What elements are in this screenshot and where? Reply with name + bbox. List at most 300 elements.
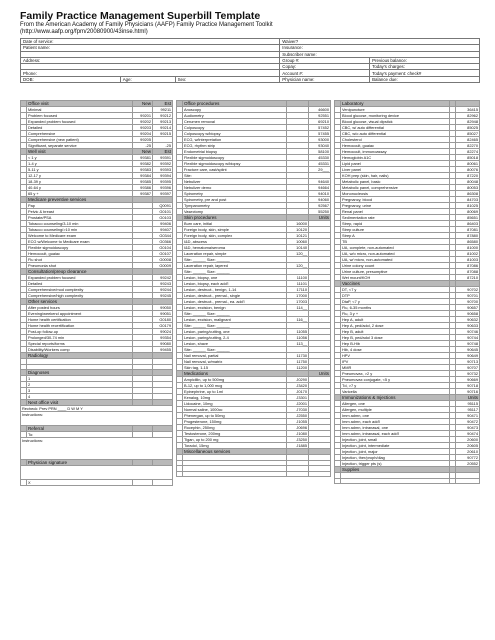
service-label: ECG, w/interpretation	[183, 137, 287, 143]
service-label: Injection, trigger pts (s)	[341, 461, 450, 467]
code-cell-b[interactable]: G0103	[153, 215, 173, 221]
code-cell-b[interactable]: G0008	[153, 257, 173, 263]
code-cell-a[interactable]: 11200	[287, 365, 309, 371]
service-label: Hemoccult, immunoassay	[341, 149, 450, 155]
code-cell-b[interactable]: 90732	[456, 371, 480, 377]
code-cell-b[interactable]: G0344	[153, 233, 173, 239]
code-cell-a[interactable]: 10121	[287, 233, 309, 239]
section-title: Radiology	[27, 353, 133, 359]
service-label: Nebulizer demo	[183, 185, 287, 191]
code-cell-b[interactable]: 99214	[153, 125, 173, 131]
code-cell-b[interactable]: G0180	[153, 317, 173, 323]
service-label: Td, >7 y	[341, 383, 450, 389]
code-cell-b[interactable]: 85027	[456, 131, 480, 137]
code-cell-b[interactable]: 80076	[456, 167, 480, 173]
code-cell-b[interactable]: 90472	[456, 419, 480, 425]
code-cell-b[interactable]: 90701	[456, 293, 480, 299]
page-subtitle: From the American Academy of Family Physicians (AAFP) Family Practice Management Toolkit	[20, 22, 273, 28]
service-label: Strep, rapid	[341, 221, 450, 227]
code-cell-b[interactable]: 99395	[153, 179, 173, 185]
code-cell-b[interactable]: 90772	[456, 455, 480, 461]
code-cell-a[interactable]: 10140	[287, 245, 309, 251]
sex-field[interactable]: Sex:	[175, 76, 280, 82]
service-label: Allergen, one	[341, 401, 450, 407]
code-cell-b[interactable]: 87081	[456, 227, 480, 233]
service-label: Disability/Workers comp	[27, 347, 133, 353]
subscriber-name-field[interactable]: Subscriber name:	[280, 51, 480, 57]
service-label: Imm admn, one	[341, 413, 450, 419]
code-cell-b[interactable]: 20600	[456, 437, 480, 443]
service-label: Renal panel	[341, 209, 450, 215]
code-cell-b[interactable]: 82465	[456, 137, 480, 143]
age-field[interactable]: Age:	[120, 76, 175, 82]
code-cell-b[interactable]: 46600	[309, 107, 331, 113]
code-cell-a[interactable]: 11100	[287, 275, 309, 281]
code-cell-b[interactable]: 99245	[153, 293, 173, 299]
code-cell-b[interactable]: 99242	[153, 275, 173, 281]
code-cell-b[interactable]: 81003	[456, 257, 480, 263]
code-cell-b[interactable]: 92551	[309, 113, 331, 119]
service-label: Audiometry	[183, 113, 287, 119]
service-label: Pneumovax conjugate, <5 y	[341, 377, 450, 383]
code-cell-b[interactable]: Q0091	[153, 203, 173, 209]
code-cell-b[interactable]: 99213	[153, 119, 173, 125]
service-label: Nail removal, partial	[183, 353, 287, 359]
code-cell-b[interactable]: G0179	[153, 323, 173, 329]
service-label: Progesterone, 150mg	[183, 419, 287, 425]
service-label	[341, 478, 450, 484]
code-cell-b[interactable]: 93000	[309, 137, 331, 143]
service-label: Lesion, paring/cutting, one	[183, 329, 287, 335]
code-cell-b[interactable]: 99455	[153, 347, 173, 353]
code-cell-b[interactable]: G0107	[153, 251, 173, 257]
code-cell-b[interactable]: 99394	[153, 173, 173, 179]
code-cell-b[interactable]: 99407	[153, 227, 173, 233]
code-cell-a[interactable]: 11750	[287, 359, 309, 365]
service-label: Pelvic & breast	[27, 209, 133, 215]
code-cell-a[interactable]: 99204	[133, 131, 153, 137]
office-visit-table	[20, 100, 173, 486]
code-cell-b[interactable]: 90471	[456, 413, 480, 419]
code-cell-a[interactable]: 10120	[287, 227, 309, 233]
service-label: Sedimentation rate	[341, 215, 450, 221]
code-cell-a[interactable]: 113__	[287, 341, 309, 347]
service-label: DtaP, <7 y	[341, 299, 450, 305]
code-cell-b[interactable]: 90744	[456, 335, 480, 341]
code-cell-b[interactable]: 90658	[456, 311, 480, 317]
code-cell-a[interactable]: 99385	[133, 179, 153, 185]
balance-due-field[interactable]: Balance due:	[370, 76, 480, 82]
code-row	[177, 471, 331, 477]
service-label: < 1 y	[27, 155, 133, 161]
code-cell-a[interactable]: 11056	[287, 335, 309, 341]
form-header	[20, 10, 480, 36]
page-title: Family Practice Management Superbill Template	[20, 10, 261, 22]
code-cell-b[interactable]: 99393	[153, 167, 173, 173]
code-cell-b[interactable]: 99024	[153, 329, 173, 335]
code-cell-b[interactable]: 87220	[456, 173, 480, 179]
code-cell-a[interactable]: J1080	[287, 431, 309, 437]
service-label: Welcome to Medicare exam	[27, 233, 133, 239]
service-label: Hep B, adult	[341, 329, 450, 335]
code-cell-a[interactable]: -25	[133, 143, 153, 149]
code-cell-b[interactable]: 20552	[456, 461, 480, 467]
service-label: Wet mount/KOH	[341, 275, 450, 281]
code-cell-b[interactable]: 81002	[456, 251, 480, 257]
code-cell-b[interactable]: 81025	[456, 203, 480, 209]
service-label: Burn care, initial	[183, 221, 287, 227]
code-cell-b[interactable]: 87880	[456, 233, 480, 239]
service-label: Lesion, biopsy, one	[183, 275, 287, 281]
code-cell-b[interactable]: G0366	[153, 239, 173, 245]
code-cell-a[interactable]: 99203	[133, 125, 153, 131]
code-cell-a[interactable]: 99202	[133, 119, 153, 125]
service-label: Site: ______ Size: ______	[183, 257, 287, 263]
service-label: 40-64 y	[27, 185, 133, 191]
code-cell-a[interactable]: J0290	[287, 377, 309, 383]
section-title: Well visit	[27, 149, 133, 155]
code-cell-b[interactable]: 90645	[456, 347, 480, 353]
service-label: Problem focused	[27, 113, 133, 119]
service-label: Lesion, paring/cutting, 2-4	[183, 335, 287, 341]
waiver-field[interactable]: Waiver?	[280, 39, 480, 45]
section-title: Office procedures	[183, 101, 287, 107]
section-col-b: Est	[153, 101, 173, 107]
service-label: ECG w/Welcome to Medicare exam	[27, 239, 133, 245]
service-label: Hemoccult, guaiac	[341, 143, 450, 149]
code-cell-b[interactable]: 82962	[456, 113, 480, 119]
code-cell-b[interactable]: 86403	[456, 221, 480, 227]
service-label: Blood glucose, visual dipstick	[341, 119, 450, 125]
service-label: X	[27, 480, 133, 486]
code-cell-a[interactable]: J2001	[287, 401, 309, 407]
insurance-field[interactable]: Insurance:	[280, 45, 480, 51]
section-title: Consultation/preop clearance	[27, 269, 133, 275]
code-cell-b[interactable]: 81000	[456, 245, 480, 251]
service-label: Metabolic panel, basic	[341, 179, 450, 185]
form-entry-field[interactable]: Instructions:	[21, 438, 173, 460]
service-label: Flu, 3 y +	[341, 311, 450, 317]
code-cell-a[interactable]: 99205	[133, 137, 153, 143]
code-cell-b[interactable]: 90746	[456, 329, 480, 335]
code-cell-a[interactable]: 11055	[287, 329, 309, 335]
code-cell-b[interactable]: 99244	[153, 287, 173, 293]
code-cell-b[interactable]: 93040	[309, 143, 331, 149]
code-cell-b[interactable]: 90632	[456, 317, 480, 323]
service-label: Comprehensive/high complexity	[27, 293, 133, 299]
code-cell-b[interactable]: 85025	[456, 125, 480, 131]
service-label: Prolonged/30-74 min	[27, 335, 133, 341]
service-label: Lidocaine, 10mg	[183, 401, 287, 407]
service-label: Detailed	[27, 125, 133, 131]
section-title: Physician signature	[27, 460, 133, 466]
section-col-a: New	[133, 101, 153, 107]
service-label: Strep culture	[341, 227, 450, 233]
code-cell-b[interactable]: 90718	[456, 383, 480, 389]
service-label: Metabolic panel, comprehensive	[341, 185, 450, 191]
code-cell-b[interactable]: 86308	[456, 191, 480, 197]
code-cell-a[interactable]: 17000	[287, 293, 309, 299]
code-cell-b[interactable]: 95115	[456, 401, 480, 407]
code-cell-b[interactable]: 90669	[456, 377, 480, 383]
code-cell-b[interactable]: 90657	[456, 305, 480, 311]
code-cell-b[interactable]: 99396	[153, 185, 173, 191]
code-cell-a[interactable]: 99201	[133, 113, 153, 119]
source-url: (http://www.aafp.org/fpm/20080900/43inse.html)	[20, 29, 148, 35]
service-label: ECG, rhythm strip	[183, 143, 287, 149]
service-label: Tympanometry	[183, 203, 287, 209]
code-cell-b[interactable]: 87088	[456, 269, 480, 275]
code-cell-a[interactable]: 114__	[287, 305, 309, 311]
service-label: 1-4 y	[27, 161, 133, 167]
code-cell-b[interactable]: 90700	[456, 299, 480, 305]
service-label: Hep A, ped/adol, 2 dose	[341, 323, 450, 329]
service-label: Imm admn, intranasal, one	[341, 425, 450, 431]
column-office-visits	[20, 100, 173, 486]
code-cell-b[interactable]: 45331	[309, 161, 331, 167]
code-cell-a[interactable]: 116__	[287, 317, 309, 323]
code-cell-b[interactable]: 94060	[309, 197, 331, 203]
form-entry-field[interactable]: Recheck: Prev PRN ____ D W M Y	[21, 406, 173, 412]
service-label: Lesion, excision, benign	[183, 305, 287, 311]
service-label: Laceration repair, layered	[183, 263, 287, 269]
laboratory-table	[334, 100, 480, 484]
service-label: Anoscopy	[183, 107, 287, 113]
code-cell-b[interactable]: G0101	[153, 209, 173, 215]
service-label: Lesion, destruct., premal., ea. add'l	[183, 299, 287, 305]
code-cell-b[interactable]: 80048	[456, 179, 480, 185]
code-cell-b[interactable]: 99050	[153, 305, 173, 311]
code-cell-b[interactable]: 20610	[456, 449, 480, 455]
code-cell-a[interactable]: 120__	[287, 263, 309, 269]
code-cell-b[interactable]: 92567	[309, 203, 331, 209]
code-cell-b[interactable]: 85651	[456, 215, 480, 221]
code-cell-b[interactable]: 20605	[456, 443, 480, 449]
code-cell-b[interactable]	[153, 480, 173, 486]
code-cell-b[interactable]: 58100	[309, 149, 331, 155]
code-cell-b[interactable]: 87086	[456, 263, 480, 269]
service-label: Pregnancy, blood	[341, 197, 450, 203]
code-cell-b[interactable]: 82274	[456, 149, 480, 155]
code-cell-a[interactable]: J1055	[287, 419, 309, 425]
code-cell-a[interactable]: J3250	[287, 437, 309, 443]
code-cell-b[interactable]: 82948	[456, 119, 480, 125]
code-cell-b[interactable]: 99211	[153, 107, 173, 113]
code-cell-a[interactable]: 99387	[133, 191, 153, 197]
service-label: Comprehensive	[27, 131, 133, 137]
section-title: Referral	[27, 426, 133, 432]
service-label: Hemoglobin A1C	[341, 155, 450, 161]
code-cell-a[interactable]: J0696	[287, 425, 309, 431]
code-cell-a[interactable]: 17110	[287, 287, 309, 293]
code-cell-b[interactable]: 99212	[153, 113, 173, 119]
code-cell-b[interactable]: 90649	[456, 353, 480, 359]
section-title: Diagnoses	[27, 370, 133, 376]
section-title: Vaccines	[341, 281, 450, 287]
code-cell-b[interactable]: 82270	[456, 143, 480, 149]
code-cell-b[interactable]: 87210	[456, 275, 480, 281]
code-cell-b[interactable]: 90707	[456, 365, 480, 371]
service-label: Colposcopy w/biopsy	[183, 131, 287, 137]
code-cell-b[interactable]: 57455	[309, 131, 331, 137]
code-cell-b[interactable]: 94010	[309, 191, 331, 197]
code-cell-b[interactable]: 69210	[309, 119, 331, 125]
code-cell-b[interactable]	[456, 478, 480, 484]
service-label: Injection, ther/proph/diag	[341, 455, 450, 461]
code-cell-a[interactable]: 120__	[287, 251, 309, 257]
service-label: I&D, hematoma/seroma	[183, 245, 287, 251]
form-entry-row	[21, 412, 173, 426]
service-label: Skin tag, 1-15	[183, 365, 287, 371]
code-cell-a[interactable]	[133, 480, 153, 486]
code-cell-b[interactable]: G0104	[153, 245, 173, 251]
previous-balance-field[interactable]: Previous balance:	[370, 57, 480, 63]
code-cell-b[interactable]: 90716	[456, 389, 480, 395]
physician-name-field[interactable]: Physician name:	[280, 76, 370, 82]
code-cell-b[interactable]: 86580	[456, 239, 480, 245]
code-cell-b[interactable]: 99354	[153, 335, 173, 341]
service-label: Lesion, biopsy, each add'l	[183, 281, 287, 287]
code-cell-a[interactable]: 17003	[287, 299, 309, 305]
code-cell-b[interactable]: G0009	[153, 263, 173, 269]
code-cell-a[interactable]: 11730	[287, 353, 309, 359]
code-cell-b[interactable]: 99080	[153, 341, 173, 347]
code-cell-b[interactable]: 95117	[456, 407, 480, 413]
service-label: Cerumen removal	[183, 119, 287, 125]
service-label: Normal saline, 1000cc	[183, 407, 287, 413]
code-cell-b[interactable]: 90633	[456, 323, 480, 329]
code-cell-b[interactable]: 57452	[309, 125, 331, 131]
column-laboratory	[334, 100, 480, 484]
code-cell-b[interactable]: 94664	[309, 185, 331, 191]
service-label: Varicella	[341, 389, 450, 395]
code-cell-b[interactable]: 90713	[456, 359, 480, 365]
code-cell-a[interactable]: 99383	[133, 167, 153, 173]
service-label: KOH prep (skin, hair, nails)	[341, 173, 450, 179]
service-label: 18-39 y	[27, 179, 133, 185]
service-label: Urine culture, presumptive	[341, 269, 450, 275]
service-label: Site: ______ Size: ______	[183, 347, 287, 353]
code-cell-b[interactable]: 90702	[456, 287, 480, 293]
service-label: 2	[27, 382, 133, 388]
code-cell-b[interactable]: 85018	[456, 155, 480, 161]
code-cell-b[interactable]: 99391	[153, 155, 173, 161]
code-cell-b[interactable]: 45330	[309, 155, 331, 161]
service-label: UA, w/ micro, non-automated	[341, 257, 450, 263]
code-cell-b[interactable]: 36415	[456, 107, 480, 113]
code-cell-b[interactable]: 99397	[153, 191, 173, 197]
patient-name-field[interactable]: Patient name:	[21, 45, 280, 51]
service-label: Site:	[183, 173, 287, 179]
todays-charges-field[interactable]: Today's charges:	[370, 64, 480, 70]
code-cell-a[interactable]: 99384	[133, 173, 153, 179]
date-of-service-field[interactable]: Date of service:	[21, 39, 280, 45]
code-cell-a[interactable]: J3420	[287, 383, 309, 389]
code-cell-b[interactable]: 99051	[153, 311, 173, 317]
service-label: Flexible sigmoidoscopy	[183, 155, 287, 161]
section-title: Next office visit	[27, 400, 133, 406]
code-cell-b[interactable]: 29___	[309, 167, 331, 173]
code-cell-b[interactable]: 94640	[309, 179, 331, 185]
service-label: Significant, separate service	[27, 143, 133, 149]
address-field[interactable]: Address:	[21, 57, 280, 63]
code-cell-b[interactable]: 99243	[153, 281, 173, 287]
code-cell-a[interactable]: 99386	[133, 185, 153, 191]
code-cell-a[interactable]: J0170	[287, 389, 309, 395]
service-label: Minimal	[27, 107, 133, 113]
service-label: Hib, 4 dose	[341, 347, 450, 353]
service-label: Comprehensive/mod complexity	[27, 287, 133, 293]
service-label: Pneumonia shot	[27, 263, 133, 269]
copay-field[interactable]: Copay:	[280, 64, 370, 70]
service-label: Evening/weekend appointment	[27, 311, 133, 317]
code-cell-a[interactable]: 11101	[287, 281, 309, 287]
code-cell-b[interactable]: 90473	[456, 425, 480, 431]
code-cell-a[interactable]: J2550	[287, 413, 309, 419]
code-cell-a[interactable]: 99382	[133, 161, 153, 167]
section-title: Other services	[27, 299, 133, 305]
account-field[interactable]: Account #:	[280, 70, 370, 76]
service-label: Epinephrine, up to 1ml	[183, 389, 287, 395]
code-cell-b[interactable]: 80069	[456, 209, 480, 215]
form-entry-field[interactable]	[21, 466, 173, 480]
service-label: Home health certification	[27, 317, 133, 323]
service-label: Foreign body, skin, simple	[183, 227, 287, 233]
service-label: 5-11 y	[27, 167, 133, 173]
dob-field[interactable]: DOB:	[21, 76, 121, 82]
code-cell-b[interactable]: 99406	[153, 221, 173, 227]
code-cell-b[interactable]: 90748	[456, 341, 480, 347]
service-label: 4	[27, 394, 133, 400]
code-cell-a[interactable]: J3301	[287, 395, 309, 401]
service-label: Mononucleosis	[341, 191, 450, 197]
code-cell-a[interactable]: J7030	[287, 407, 309, 413]
section-col-b: Est	[153, 149, 173, 155]
code-cell-b[interactable]: 84703	[456, 197, 480, 203]
code-cell-b[interactable]	[309, 471, 331, 477]
todays-payment-field[interactable]: Today's payment: check#	[370, 70, 480, 76]
form-entry-row	[21, 438, 173, 460]
code-cell-b[interactable]: 90474	[456, 431, 480, 437]
service-label: Foreign body, skin, complex	[183, 233, 287, 239]
code-cell-b[interactable]: 99215	[153, 131, 173, 137]
service-label: DT, <7 y	[341, 287, 450, 293]
code-cell-b[interactable]: 99392	[153, 161, 173, 167]
code-cell-b[interactable]: 55250	[309, 209, 331, 215]
code-cell-b[interactable]: -25	[153, 143, 173, 149]
phone-field[interactable]: Phone:	[21, 70, 280, 76]
group-field[interactable]: Group #:	[280, 57, 370, 63]
code-cell-a[interactable]	[287, 471, 309, 477]
service-label: Imm admn, each add'l	[341, 419, 450, 425]
form-entry-field[interactable]: Instructions:	[21, 412, 173, 426]
code-cell-a[interactable]: 16000	[287, 221, 309, 227]
section-title: Medicare preventive services	[27, 197, 133, 203]
service-label: Testosterone, 200mg	[183, 431, 287, 437]
code-cell-b[interactable]: 80061	[456, 161, 480, 167]
code-cell-a[interactable]: 10060	[287, 239, 309, 245]
service-label: Pneumovax, >2 y	[341, 371, 450, 377]
code-cell-a[interactable]: J1885	[287, 443, 309, 449]
service-label: Hep A, adult	[341, 317, 450, 323]
service-label: Flexible sigmoidoscopy	[27, 245, 133, 251]
service-label: Phenergan, up to 50mg	[183, 413, 287, 419]
section-title: Miscellaneous services	[183, 449, 287, 455]
code-cell-b[interactable]: 80053	[456, 185, 480, 191]
service-label: Imm admn, intranasal, each add'l	[341, 431, 450, 437]
code-cell-a[interactable]: 99381	[133, 155, 153, 161]
section-title: Medications	[183, 371, 287, 377]
